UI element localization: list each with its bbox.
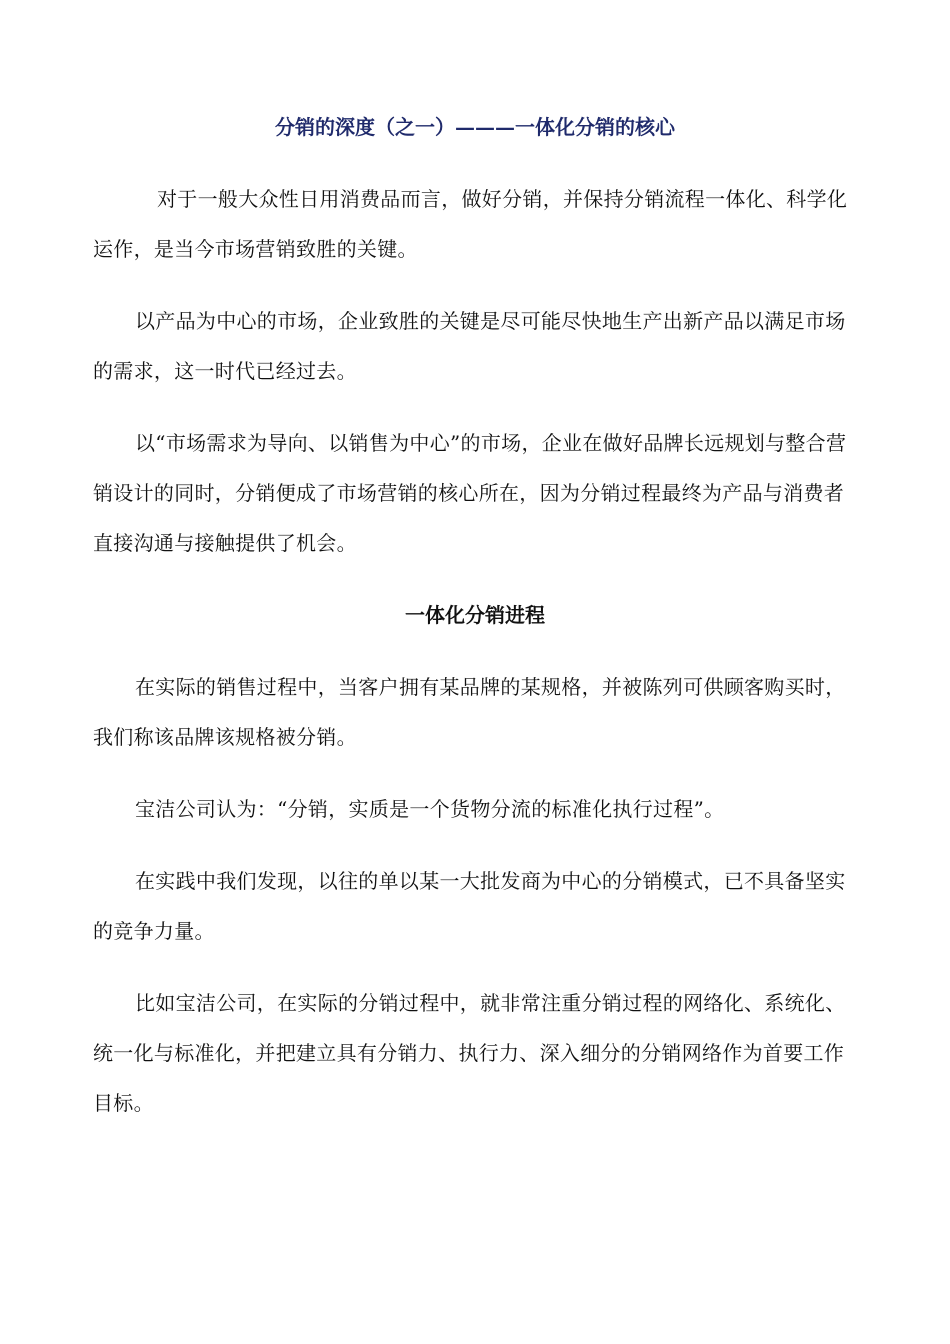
section-heading: 一体化分销进程 (405, 603, 545, 627)
document-title: 分销的深度（之一）———一体化分销的核心 (275, 115, 675, 139)
paragraph-distribution-definition: 在实际的销售过程中，当客户拥有某品牌的某规格，并被陈列可供顾客购买时，我们称该品牌该规格被分销。 (93, 675, 846, 749)
paragraph-pg-network: 比如宝洁公司，在实际的分销过程中，就非常注重分销过程的网络化、系统化、统一化与标准化，并把建立具有分销力、执行力、深入细分的分销网络作为首要工作目标。 (93, 991, 846, 1115)
paragraph-wholesaler-model: 在实践中我们发现，以往的单以某一大批发商为中心的分销模式，已不具备坚实的竞争力量。 (93, 869, 846, 943)
paragraph-product-centered: 以产品为中心的市场，企业致胜的关键是尽可能尽快地生产出新产品以满足市场的需求，这一时代已经过去。 (93, 309, 846, 383)
paragraph-intro: 对于一般大众性日用消费品而言，做好分销，并保持分销流程一体化、科学化运作，是当今市场营销致胜的关键。 (93, 187, 848, 261)
paragraph-pg-quote: 宝洁公司认为：“分销，实质是一个货物分流的标准化执行过程”。 (135, 797, 725, 821)
paragraph-demand-oriented: 以“市场需求为导向、以销售为中心”的市场，企业在做好品牌长远规划与整合营销设计的同时，分销便成了市场营销的核心所在，因为分销过程最终为产品与消费者直接沟通与接触提供了机会。 (93, 431, 847, 555)
